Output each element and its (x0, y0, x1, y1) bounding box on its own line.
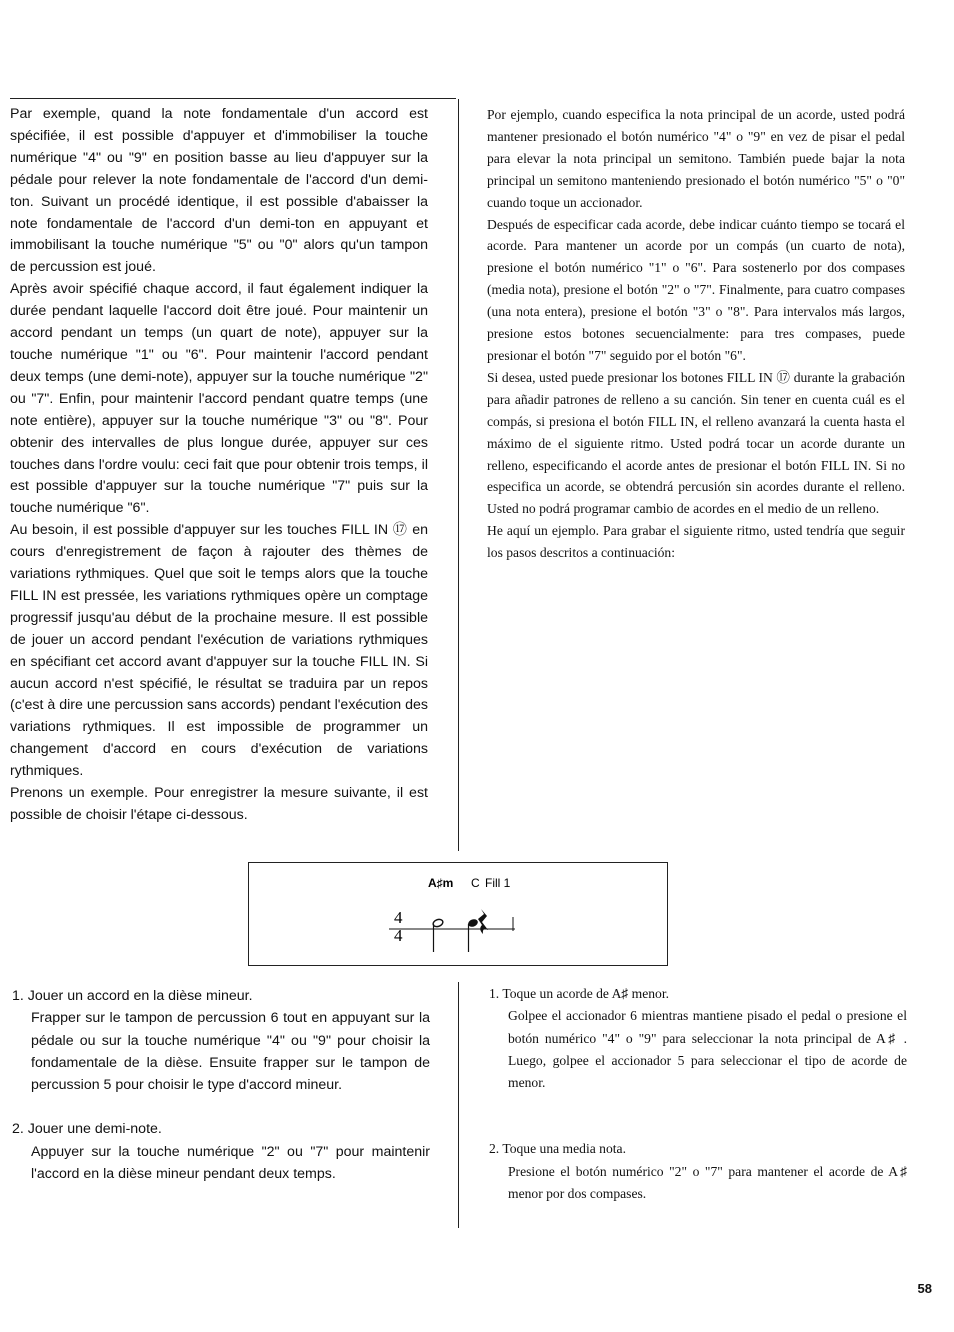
spanish-step-heading: 2. Toque una media nota. (489, 1141, 626, 1157)
spanish-paragraph: Por ejemplo, cuando especifica la nota principal de un acorde, usted podrá mantener presionado el botón numérico "4" o "9" en vez de pisar el pedal para elevar la nota principal un semitono. También puede bajar la nota principal un semitono manteniendo presionado el botón numérico "5" o "0" cuando toque un accionador. (487, 107, 905, 210)
spanish-column (487, 104, 905, 564)
spanish-step-body: Presione el botón numérico "2" o "7" para mantener el acorde de A♯ menor por dos compases. (508, 1163, 907, 1202)
french-step-body: Frapper sur le tampon de percussion 6 tout en appuyant sur la pédale ou sur la touche numérique "4" ou "9" pour choisir la fondamentale de la dièse. Ensuite frapper sur le tampon de percussion 5 pour choisir le type d'accord mineur. (31, 1010, 430, 1094)
french-step (10, 985, 430, 1096)
spanish-steps (487, 983, 907, 1227)
spanish-step (487, 1138, 907, 1205)
time-signature-top: 4 (394, 908, 403, 927)
spanish-paragraph: Si desea, usted puede presionar los botones FILL IN ⑰ durante la grabación para añadir patrones de relleno a su canción. Sin tener en cuenta cuál es el compás, si presiona el botón FILL IN, el relleno avanzará la cuenta hasta el máximo de el siguiente ritmo. Usted podrá tocar un acorde durante un relleno, especificando el acorde antes de presionar el botón FILL IN. Si no especifica un acorde, se obtendrá percusión sin acordes durante el relleno. Usted no podrá programar cambio de acordes en el medio de un relleno. (487, 369, 905, 517)
spanish-step-body: Golpee el accionador 6 mientras mantiene pisado el pedal o presione el botón numérico "4" o "9" para seleccionar la nota principal de A♯ . Luego, golpee el accionador 5 para seleccionar el tipo de acorde de menor. (508, 1008, 907, 1091)
spanish-paragraph: He aquí un ejemplo. Para grabar el siguiente ritmo, usted tendría que seguir los pasos descritos a continuación: (487, 523, 905, 561)
steps-column-divider (458, 982, 459, 1228)
top-rule (10, 98, 456, 99)
page-number: 58 (917, 1281, 932, 1296)
french-paragraph: Prenons un exemple. Pour enregistrer la mesure suivante, il est possible de choisir l'étape ci-dessous. (10, 785, 428, 823)
french-paragraph: Par exemple, quand la note fondamentale d'un accord est spécifiée, il est possible d'appuyer et d'immobiliser la touche numérique "4" ou "9" en position basse au lieu d'appuyer sur la pédale pour relever la note fondamentale de l'accord d'un demi-ton. Suivant un procédé identique, il est possible d'abaisser la note fondamentale de l'accord d'un demi-ton en appuyant et immobilisant la touche numérique "5" ou "0" alors qu'un tampon de percussion est joué. (10, 106, 428, 276)
notation-staff (249, 863, 669, 967)
spanish-paragraph: Después de especificar cada acorde, debe indicar cuánto tiempo se tocará el acorde. Para mantener un acorde por un compás (un cuarto de nota), presione el botón numérico "1" o "6". Para sostenerlo por dos compases (media nota), presione el botón "2" o "7". Finalmente, para cuatro compases (una nota entera), presione el botón "3" o "8". Para intervalos más largos, presione estos botones secuencialmente: para tres compases, puede presionar el botón "7" seguido por el botón "6". (487, 216, 905, 363)
time-signature-bottom: 4 (394, 926, 403, 945)
chord-label-c: C (471, 876, 480, 890)
column-divider (458, 99, 459, 851)
french-step-body: Appuyer sur la touche numérique "2" ou "7" pour maintenir l'accord en la dièse mineur pendant deux temps. (31, 1143, 430, 1183)
spanish-step-heading: 1. Toque un acorde de A♯ menor. (489, 986, 670, 1001)
french-steps (10, 985, 430, 1207)
french-paragraph: Au besoin, il est possible d'appuyer sur les touches FILL IN ⑰ en cours d'enregistrement de façon à rajouter des thèmes de variations rythmiques. Quel que soit le temps alors que la touche FILL IN est pressée, les variations rythmiques opère un comptage progressif jusqu'au début de la prochaine mesure. Il est possible de jouer un accord pendant l'exécution de variations rythmiques en spécifiant cet accord avant d'appuyer sur la touche FILL IN. Si aucun accord n'est spécifié, le résultat se traduira par un repos (c'est à dire une percussion sans accords) pendant l'exécution des variations rythmiques. Il est impossible de programmer un changement d'accord en cours d'exécution de variations rythmiques. (10, 522, 428, 780)
french-step-heading: 2. Jouer une demi-note. (12, 1121, 162, 1138)
french-paragraph: Après avoir spécifié chaque accord, il faut également indiquer la durée pendant laquelle l'accord doit être joué. Pour maintenir un accord pendant un temps (un quart de note), appuyer sur la touche numérique "1" ou "6". Pour maintenir l'accord pendant deux temps (une demi-note), appuyer sur la touche numérique "2" ou "7". Enfin, pour maintenir l'accord pendant quatre temps (une note entière), appuyer sur la touche numérique "3" ou "8". Pour obtenir des intervalles de plus longue durée, appuyer sur ces touches dans l'ordre voulu: ceci fait que pour obtenir trois temps, il est possible d'appuyer sur la touche numérique "7" puis sur la touche numérique "6". (10, 281, 428, 517)
notation-example (248, 862, 668, 966)
fill-label: Fill 1 (485, 876, 511, 890)
quarter-rest (478, 909, 488, 934)
spanish-step (487, 983, 907, 1094)
french-step-heading: 1. Jouer un accord en la dièse mineur. (12, 988, 253, 1004)
french-column (10, 104, 428, 827)
chord-label-a-sharp-minor: A♯m (428, 876, 454, 890)
french-step (10, 1118, 430, 1185)
